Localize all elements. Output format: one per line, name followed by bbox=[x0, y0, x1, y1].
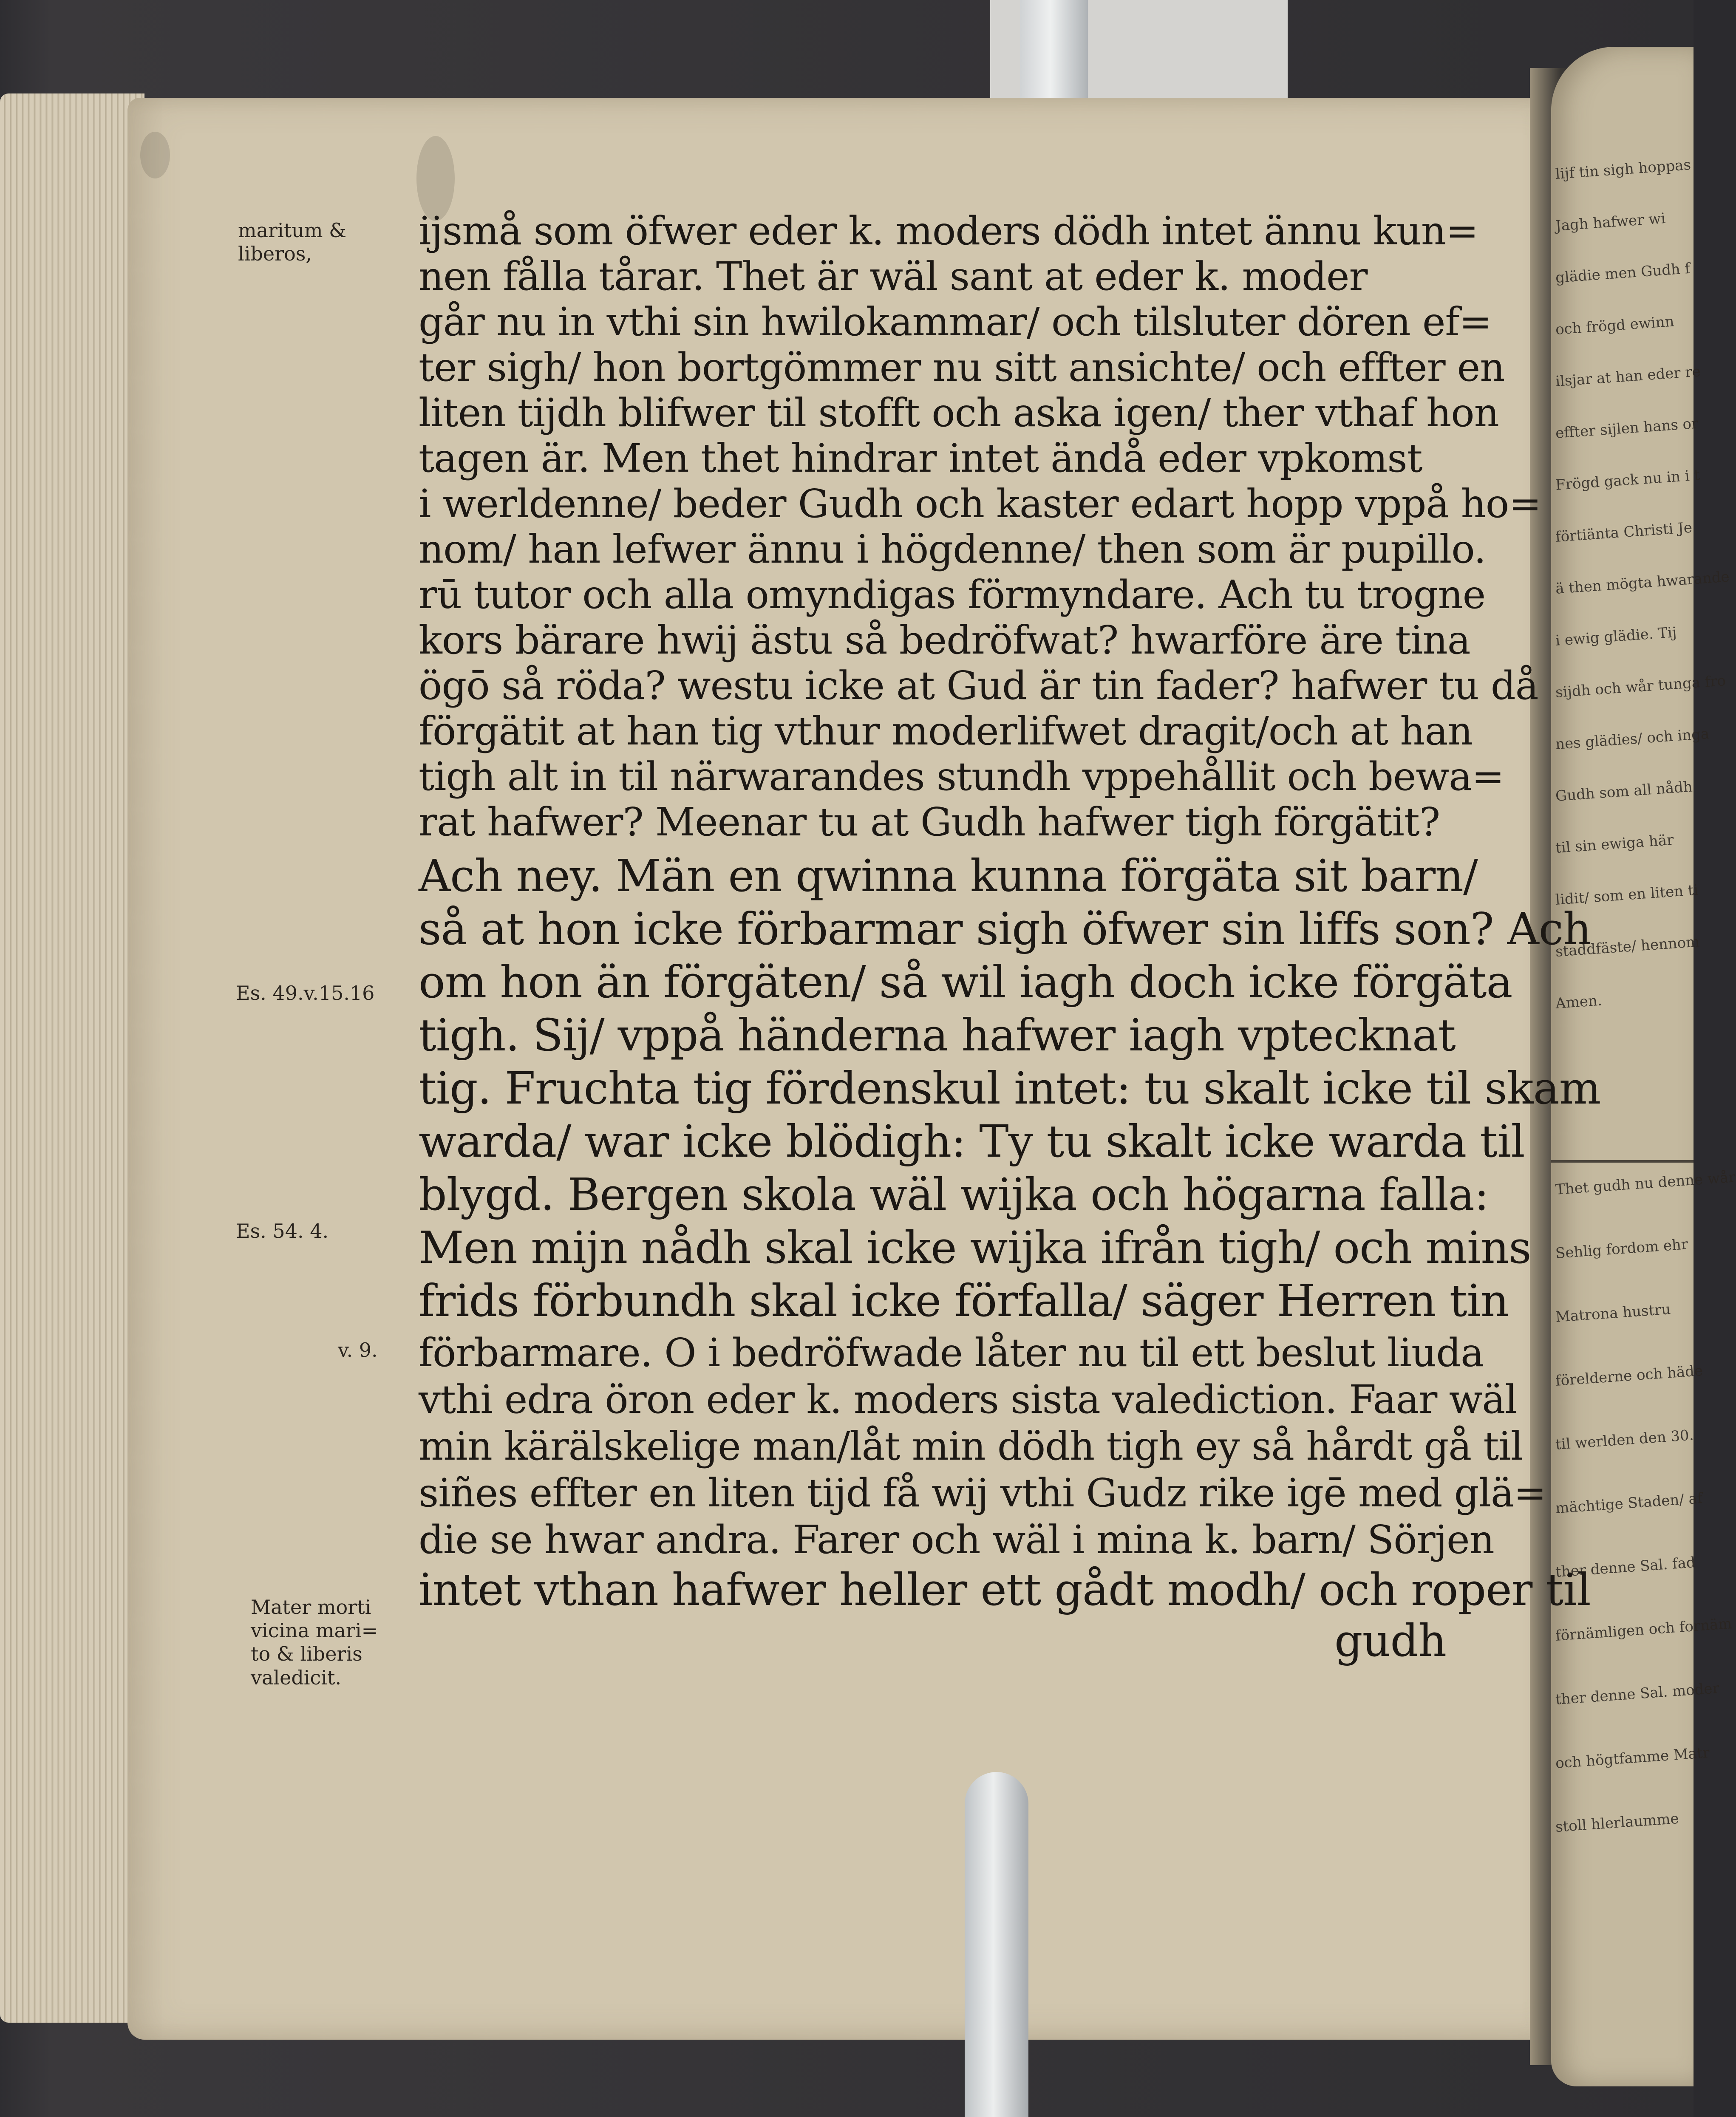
text-line: min kärälskelige man/låt min dödh tigh ey så hårdt gå til bbox=[419, 1424, 1523, 1469]
facing-page-line: Amen. bbox=[1555, 992, 1603, 1012]
text-line: om hon än förgäten/ så wil iagh doch icke förgäta bbox=[419, 956, 1512, 1008]
text-line: tig. Fruchta tig fördenskul intet: tu skalt icke til skam bbox=[419, 1062, 1601, 1114]
text-line: vthi edra öron eder k. moders sista valediction. Faar wäl bbox=[419, 1377, 1517, 1422]
facing-page-line: förnämligen och fornäm bbox=[1555, 1615, 1733, 1644]
margin-note-line: valedicit. bbox=[251, 1666, 342, 1689]
text-line: rat hafwer? Meenar tu at Gudh hafwer tigh förgätit? bbox=[419, 799, 1440, 845]
text-line: siñes effter en liten tijd få wij vthi Gudz rike igē med glä= bbox=[419, 1470, 1546, 1516]
margin-note-isaiah-49: Es. 49.v.15.16 bbox=[236, 982, 375, 1005]
text-line: die se hwar andra. Farer och wäl i mina k. barn/ Sörjen bbox=[419, 1517, 1494, 1562]
bottom-page-clip bbox=[965, 1772, 1028, 2117]
text-line: förgätit at han tig vthur moderlifwet dragit/och at han bbox=[419, 708, 1473, 754]
page-edges bbox=[0, 93, 144, 2023]
facing-page-line: lijf tin sigh hoppas bbox=[1555, 156, 1692, 183]
text-line: warda/ war icke blödigh: Ty tu skalt icke warda til bbox=[419, 1115, 1525, 1167]
text-line: blygd. Bergen skola wäl wijka och högarna falla: bbox=[419, 1169, 1489, 1220]
facing-page-line: Matrona hustru bbox=[1555, 1301, 1671, 1326]
margin-note-mater-morti bbox=[251, 1596, 378, 1690]
text-line: förbarmare. O i bedröfwade låter nu til ett beslut liuda bbox=[419, 1330, 1484, 1375]
facing-page-line: Sehlig fordom ehr bbox=[1555, 1236, 1689, 1262]
facing-page-line: til sin ewiga här bbox=[1555, 831, 1674, 857]
facing-page-line: förelderne och häde bbox=[1555, 1362, 1704, 1390]
text-line: nen fålla tårar. Thet är wäl sant at eder k. moder bbox=[419, 254, 1368, 299]
page-stain bbox=[140, 132, 170, 178]
facing-page-line: Gudh som all nådh bbox=[1555, 778, 1693, 805]
text-line: i werldenne/ beder Gudh och kaster edart hopp vppå ho= bbox=[419, 481, 1541, 526]
facing-page-line: Jagh hafwer wi bbox=[1555, 209, 1666, 235]
facing-page-line: ilsjar at han eder re bbox=[1555, 363, 1701, 390]
margin-note-line: liberos, bbox=[238, 242, 312, 266]
text-line: liten tijdh blifwer til stofft och aska igen/ ther vthaf hon bbox=[419, 390, 1499, 436]
facing-page-line: effter sijlen hans or bbox=[1555, 415, 1699, 442]
text-line: tigh alt in til närwarandes stundh vppehållit och bewa= bbox=[419, 754, 1504, 799]
facing-page-line: ther denne Sal. moder bbox=[1555, 1680, 1720, 1708]
text-line: frids förbundh skal icke förfalla/ säger Herren tin bbox=[419, 1275, 1509, 1327]
text-line: rū tutor och alla omyndigas förmyndare. Ach tu trogne bbox=[419, 572, 1486, 617]
margin-note-verse-9: v. 9. bbox=[338, 1339, 378, 1361]
facing-page-line: i ewig glädie. Tij bbox=[1555, 624, 1677, 649]
margin-note-line: Mater morti bbox=[251, 1596, 371, 1619]
text-line: ijsmå som öfwer eder k. moders dödh intet ännu kun= bbox=[419, 208, 1478, 254]
catchword: gudh bbox=[1334, 1615, 1447, 1667]
margin-note-line: to & liberis bbox=[251, 1642, 362, 1666]
facing-page-line: til werlden den 30. bbox=[1555, 1426, 1694, 1453]
facing-page-rule bbox=[1551, 1160, 1694, 1163]
margin-note-line: maritum & bbox=[238, 219, 347, 242]
facing-page-line: Thet gudh nu denne wår bbox=[1555, 1169, 1736, 1198]
facing-page-line: Frögd gack nu in i t bbox=[1555, 467, 1701, 494]
facing-page-line: och högtfamme Matr bbox=[1555, 1744, 1711, 1772]
text-line: tigh. Sij/ vppå händerna hafwer iagh vptecknat bbox=[419, 1009, 1456, 1061]
facing-page-line: och frögd ewinn bbox=[1555, 313, 1675, 338]
text-line: kors bärare hwij ästu så bedröfwat? hwarföre äre tina bbox=[419, 617, 1470, 663]
text-line: tagen är. Men thet hindrar intet ändå eder vpkomst bbox=[419, 436, 1422, 481]
text-line: nom/ han lefwer ännu i högdenne/ then som är pupillo. bbox=[419, 526, 1486, 572]
text-line: ter sigh/ hon bortgömmer nu sitt ansichte/ och effter en bbox=[419, 345, 1505, 390]
facing-page-line: lidit/ som en liten ti bbox=[1555, 881, 1699, 908]
margin-note-maritum bbox=[238, 219, 346, 266]
facing-page-line: ä then mögta hwarande bbox=[1555, 568, 1730, 597]
text-line: går nu in vthi sin hwilokammar/ och tilsluter dören ef= bbox=[419, 299, 1492, 345]
facing-page-line: stoll hlerlaumme bbox=[1555, 1810, 1679, 1836]
text-line: Ach ney. Män en qwinna kunna förgäta sit barn/ bbox=[419, 850, 1478, 902]
facing-page-line: mächtige Staden/ af bbox=[1555, 1489, 1703, 1517]
text-line: ögō så röda? westu icke at Gud är tin fader? hafwer tu då bbox=[419, 663, 1538, 708]
facing-page-line: ther denne Sal. fad bbox=[1555, 1554, 1696, 1581]
text-line: intet vthan hafwer heller ett gådt modh/ och roper til bbox=[419, 1564, 1591, 1616]
text-line: så at hon icke förbarmar sigh öfwer sin liffs son? Ach bbox=[419, 903, 1591, 955]
facing-page-line: sijdh och wår tunga fro bbox=[1555, 672, 1727, 701]
facing-page-line: nes glädies/ och inga bbox=[1555, 725, 1710, 753]
margin-note-line: vicina mari= bbox=[251, 1619, 378, 1642]
facing-page-line: glädie men Gudh f bbox=[1555, 260, 1691, 286]
text-line: Men mijn nådh skal icke wijka ifrån tigh/ och mins bbox=[419, 1222, 1531, 1274]
facing-page-line: förtiänta Christi Je bbox=[1555, 519, 1693, 546]
margin-note-isaiah-54: Es. 54. 4. bbox=[236, 1220, 329, 1242]
facing-page-line: staddfäste/ hennom bbox=[1555, 933, 1700, 960]
